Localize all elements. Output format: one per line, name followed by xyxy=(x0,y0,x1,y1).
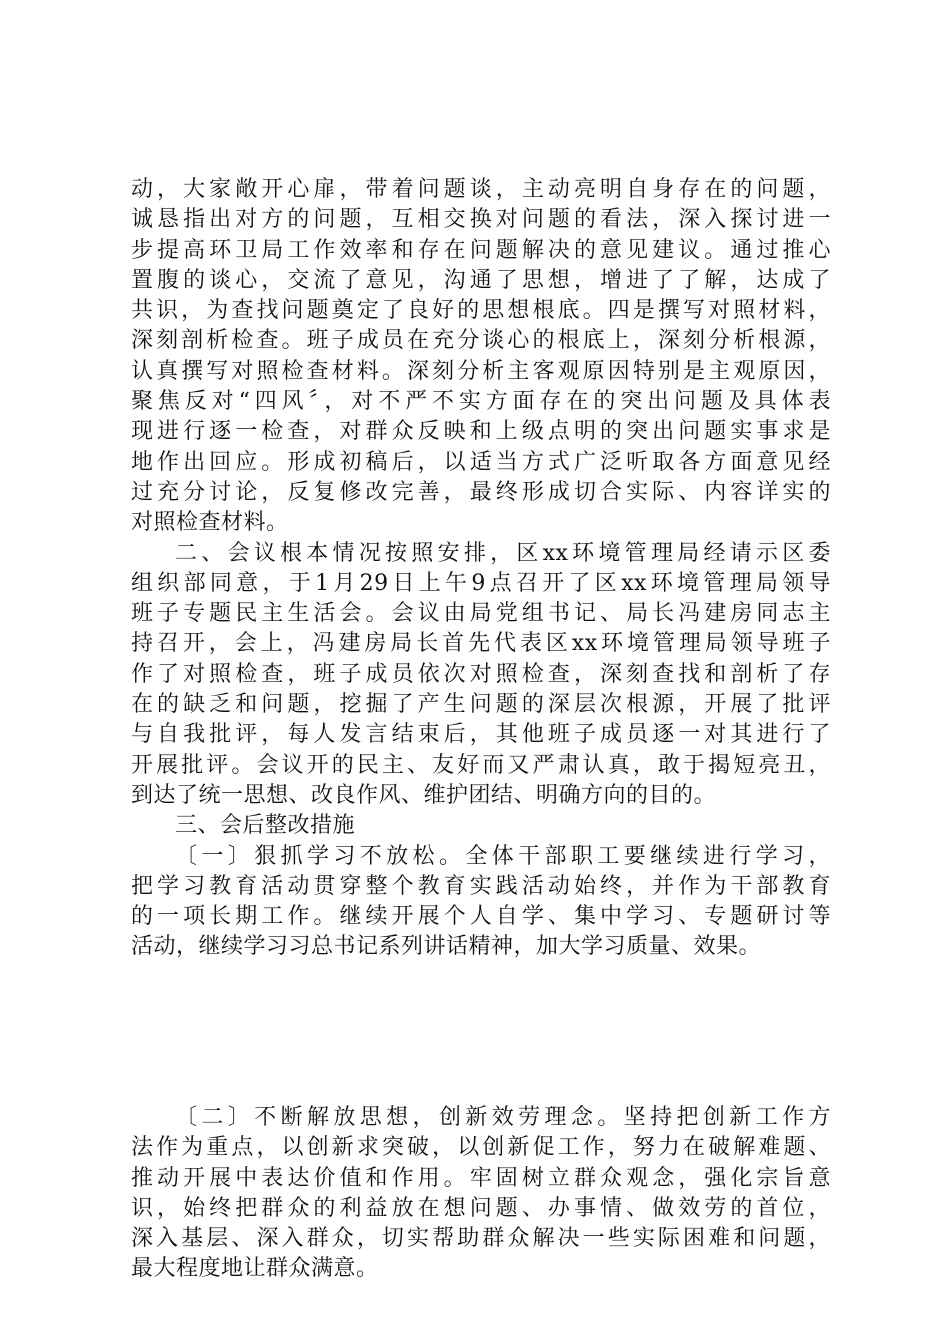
document-body-lower xyxy=(131,1103,831,1285)
document-body-upper xyxy=(131,175,831,963)
section-two-line: 持召开，会上，冯建房局长首先代表区xx环境管理局领导班子 xyxy=(131,631,831,657)
measure-two-line: 识，始终把群众的利益放在想问题、办事情、做效劳的首位， xyxy=(131,1195,831,1221)
paragraph-line: 认真撰写对照检查材料。深刻分析主客观原因特别是主观原因， xyxy=(131,358,831,384)
measure-two-line: 深入基层、深入群众，切实帮助群众解决一些实际困难和问题， xyxy=(131,1226,831,1252)
paragraph-line: 聚焦反对“四风〞，对不严不实方面存在的突出问题及具体表 xyxy=(131,389,831,415)
section-two-line: 到达了统一思想、改良作风、维护团结、明确方向的目的。 xyxy=(131,782,717,808)
paragraph-line: 置腹的谈心，交流了意见，沟通了思想，增进了了解，达成了 xyxy=(131,267,831,293)
section-two-line: 开展批评。会议开的民主、友好而又严肃认真，敢于揭短亮丑， xyxy=(131,752,831,778)
section-two-line: 组织部同意，于1月29日上午9点召开了区xx环境管理局领导 xyxy=(131,570,831,596)
measure-one-line: 的一项长期工作。继续开展个人自学、集中学习、专题研讨等 xyxy=(131,904,831,930)
section-two-line: 二、会议根本情况按照安排，区xx环境管理局经请示区委 xyxy=(175,540,831,566)
section-two-line: 在的缺乏和问题，挖掘了产生问题的深层次根源，开展了批评 xyxy=(131,692,831,718)
measure-one-line: 活动，继续学习习总书记系列讲话精神，加大学习质量、效果。 xyxy=(131,934,762,960)
paragraph-line: 地作出回应。形成初稿后，以适当方式广泛听取各方面意见经 xyxy=(131,449,831,475)
paragraph-line: 深刻剖析检查。班子成员在充分谈心的根底上，深刻分析根源， xyxy=(131,328,831,354)
measure-two-line: 推动开展中表达价值和作用。牢固树立群众观念，强化宗旨意 xyxy=(131,1165,831,1191)
section-three-heading: 三、会后整改措施 xyxy=(175,813,356,839)
measure-one-line: 〔一〕狠抓学习不放松。全体干部职工要继续进行学习， xyxy=(175,843,831,869)
section-two-line: 与自我批评，每人发言结束后，其他班子成员逐一对其进行了 xyxy=(131,722,831,748)
paragraph-line: 现进行逐一检查，对群众反映和上级点明的突出问题实事求是 xyxy=(131,419,831,445)
measure-two-line: 最大程度地让群众满意。 xyxy=(131,1256,379,1282)
section-two-line: 作了对照检查，班子成员依次对照检查，深刻查找和剖析了存 xyxy=(131,661,831,687)
section-two-line: 班子专题民主生活会。会议由局党组书记、局长冯建房同志主 xyxy=(131,601,831,627)
paragraph-line: 对照检查材料。 xyxy=(131,510,289,536)
measure-one-line: 把学习教育活动贯穿整个教育实践活动始终，并作为干部教育 xyxy=(131,873,831,899)
measure-two-line: 法作为重点，以创新求突破，以创新促工作，努力在破解难题、 xyxy=(131,1135,831,1161)
paragraph-line: 共识，为查找问题奠定了良好的思想根底。四是撰写对照材料， xyxy=(131,298,831,324)
measure-two-line: 〔二〕不断解放思想，创新效劳理念。坚持把创新工作方 xyxy=(175,1105,831,1130)
paragraph-line: 动，大家敞开心扉，带着问题谈，主动亮明自身存在的问题， xyxy=(131,177,831,202)
paragraph-line: 步提高环卫局工作效率和存在问题解决的意见建议。通过推心 xyxy=(131,237,831,263)
paragraph-line: 诚恳指出对方的问题，互相交换对问题的看法，深入探讨进一 xyxy=(131,207,831,233)
paragraph-line: 过充分讨论，反复修改完善，最终形成切合实际、内容详实的 xyxy=(131,479,831,505)
